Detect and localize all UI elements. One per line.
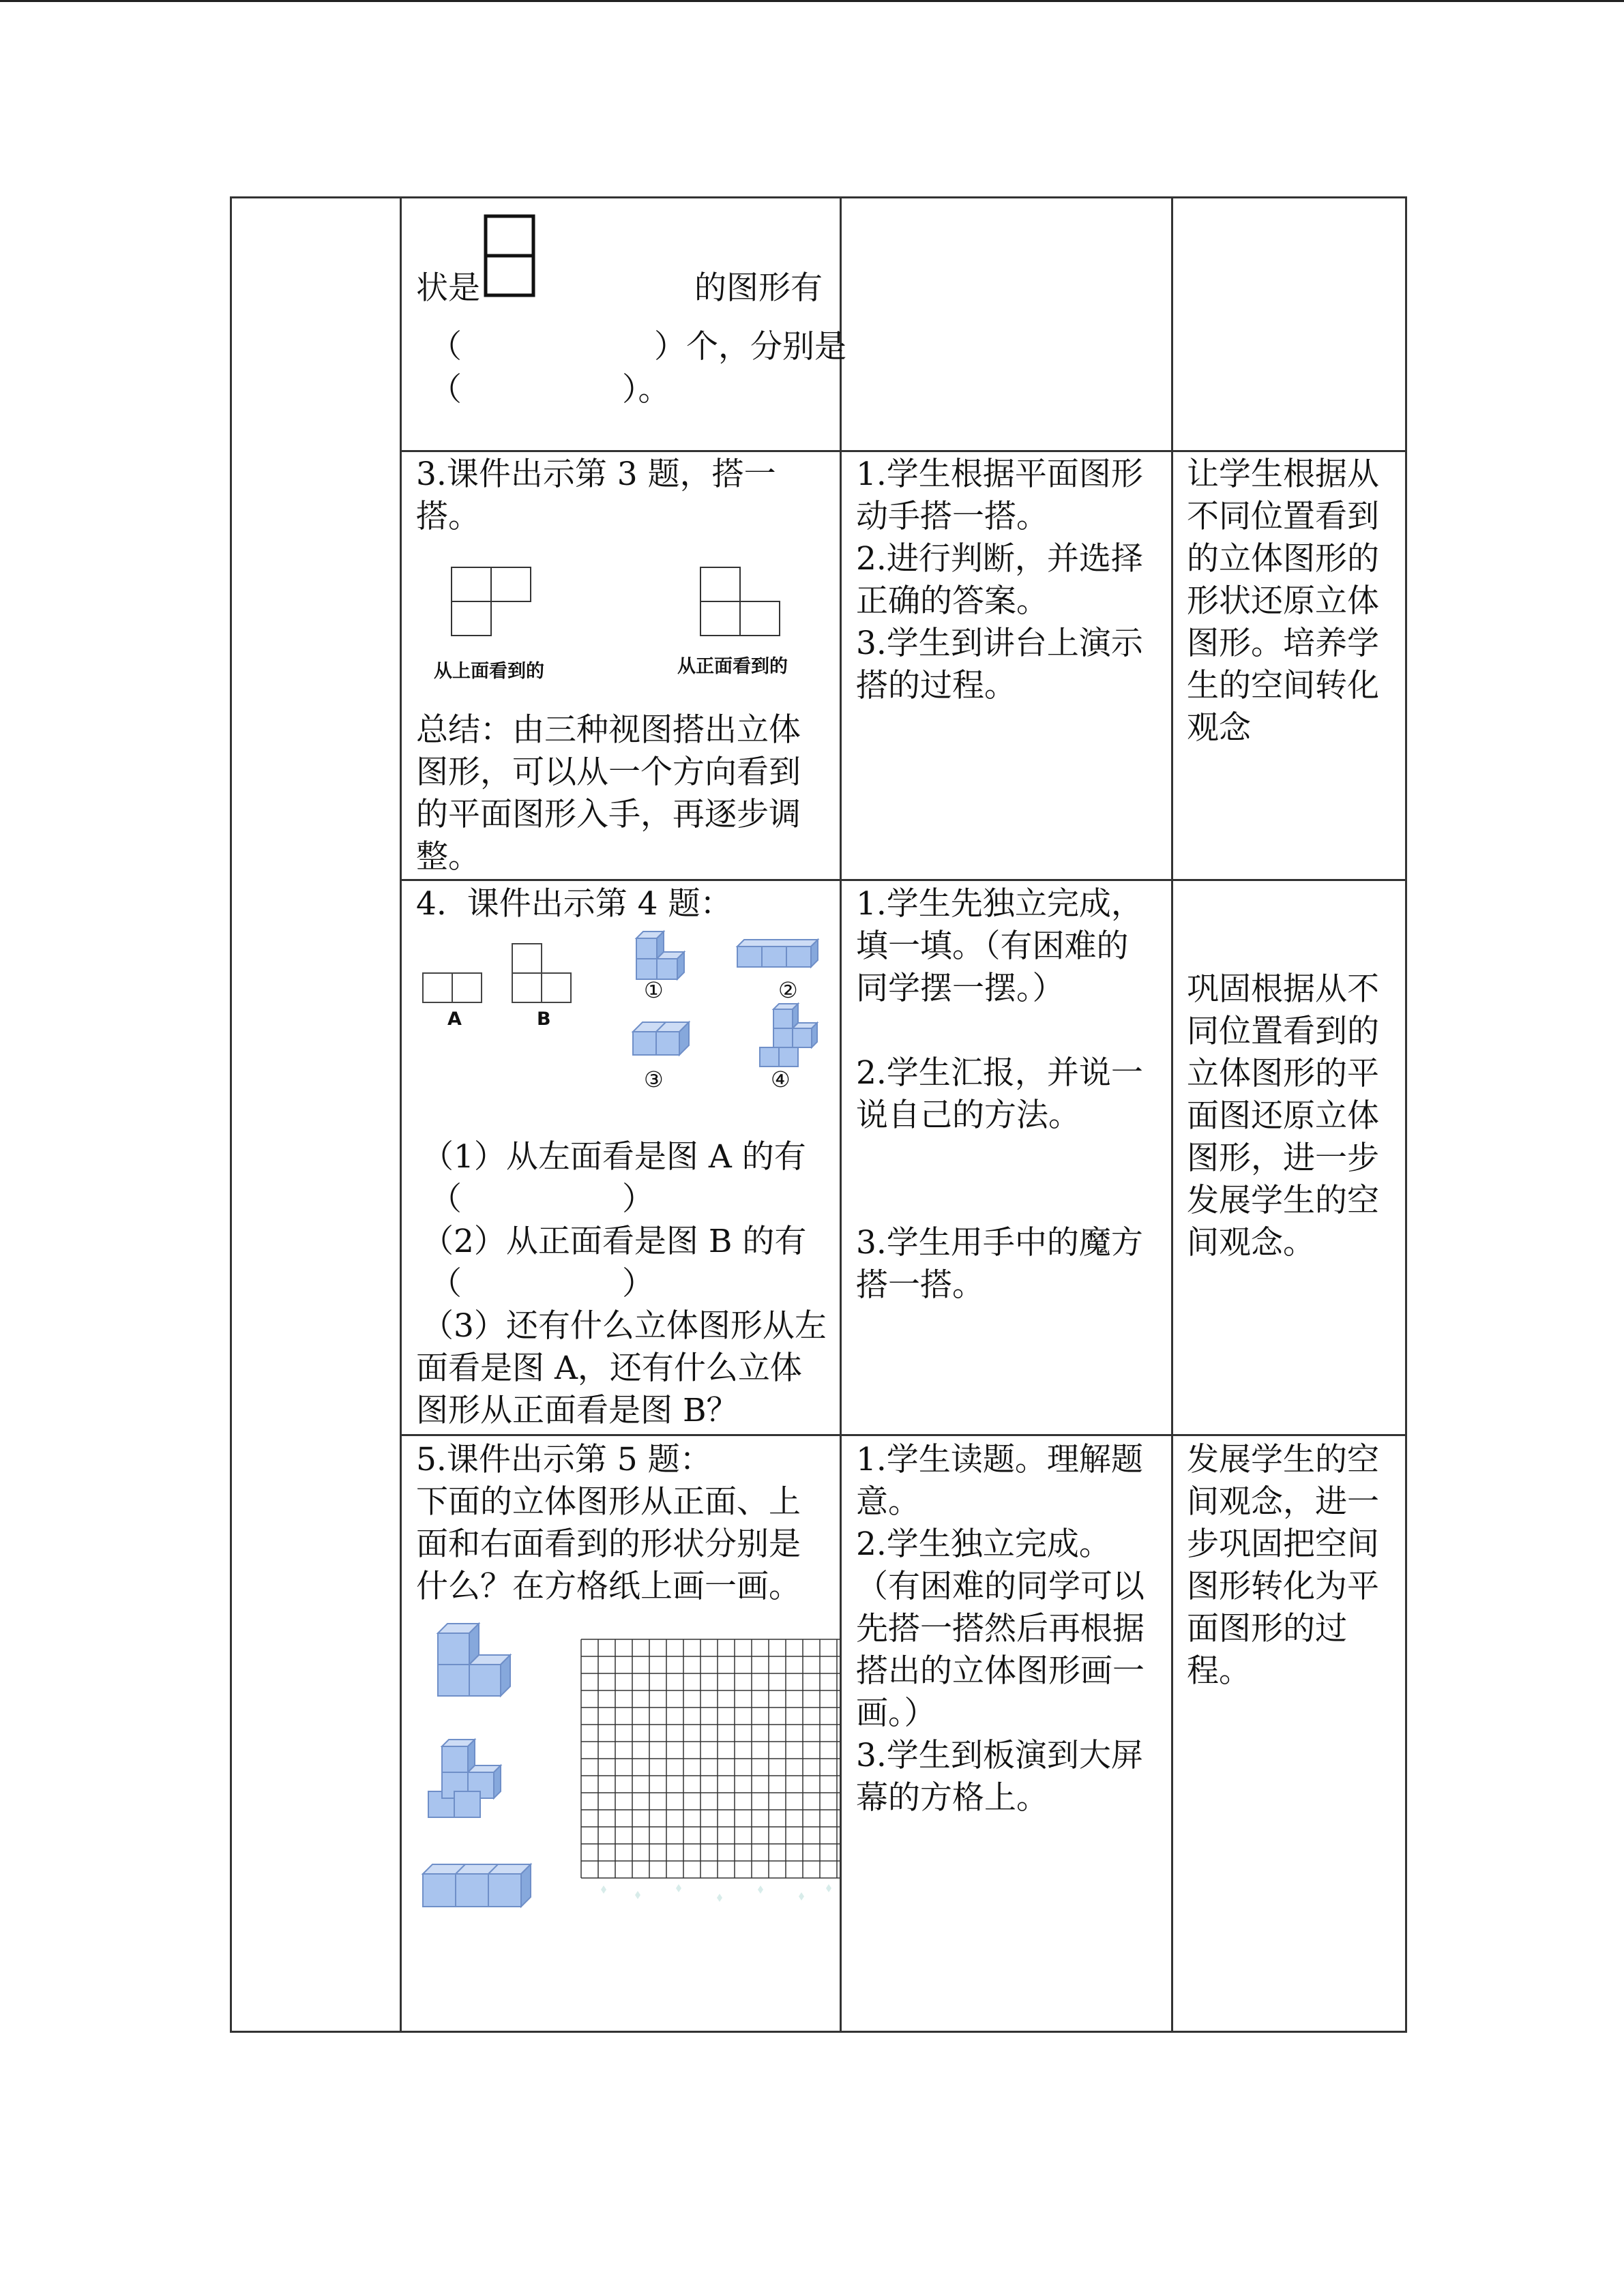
cube-figure-3 — [628, 1011, 709, 1066]
row4-title-line-4: 什么？在方格纸上画一画。 — [416, 1568, 801, 1605]
row4-cube-figure-2 — [424, 1735, 520, 1831]
row2-intent-line-1: 让学生根据从 — [1187, 456, 1379, 493]
row1-line2: （ ）个，分别是 — [430, 328, 846, 366]
row-divider-3 — [401, 1434, 1407, 1436]
row-divider-2 — [401, 879, 1407, 881]
cube-figure-4-number: ④ — [771, 1067, 791, 1092]
row2-title-line-1: 3.课件出示第 3 题，搭一 — [416, 456, 776, 493]
square-grid-paper — [580, 1639, 843, 1908]
figure-b-label: B — [537, 1009, 551, 1030]
row2-intent-line-5: 图形。培养学 — [1187, 625, 1379, 662]
row4-intent-line-1: 发展学生的空 — [1187, 1441, 1379, 1478]
row2-intent-line-4: 形状还原立体 — [1187, 582, 1379, 620]
figure-b — [511, 942, 574, 1007]
row2-intent-line-7: 观念 — [1187, 709, 1251, 747]
row4-intent-line-5: 面图形的过 — [1187, 1610, 1347, 1648]
row3-question-3-line-1: （3）还有什么立体图形从左 — [422, 1307, 827, 1345]
table-bottom-border — [230, 2031, 1407, 2033]
table-top-border — [230, 196, 1407, 198]
row3-intent-line-4: 面图还原立体 — [1187, 1097, 1379, 1135]
figure-a — [422, 972, 484, 1006]
row2-summary-line-3: 的平面图形入手，再逐步调 — [416, 796, 801, 833]
col-line-3 — [1171, 196, 1173, 2033]
row1-line3: （ ）。 — [430, 371, 670, 408]
row3-intent-line-6: 发展学生的空 — [1187, 1182, 1379, 1219]
row4-student-line-3: 2.学生独立完成。 — [856, 1525, 1111, 1563]
row4-title-line-2: 下面的立体图形从正面、上 — [416, 1483, 801, 1521]
row2-student-line-5: 3.学生到讲台上演示 — [856, 625, 1143, 662]
row2-intent-line-3: 的立体图形的 — [1187, 540, 1379, 578]
cube-figure-1 — [631, 927, 706, 996]
row4-student-line-8: 3.学生到板演到大屏 — [856, 1737, 1143, 1774]
row1-line1-suffix: 的图形有 — [694, 269, 823, 307]
page-top-border — [0, 0, 1624, 2]
row4-student-line-9: 幕的方格上。 — [856, 1779, 1048, 1817]
front-view-figure — [699, 566, 788, 641]
row1-line1-prefix: 状是 — [416, 269, 480, 307]
row4-intent-line-6: 程。 — [1187, 1652, 1251, 1690]
cube-figure-3-number: ③ — [644, 1067, 664, 1092]
row4-title-line-3: 面和右面看到的形状分别是 — [416, 1525, 801, 1563]
row2-intent-line-2: 不同位置看到 — [1187, 498, 1379, 535]
row3-intent-line-3: 立体图形的平 — [1187, 1055, 1379, 1092]
row2-summary-line-4: 整。 — [416, 838, 480, 876]
row2-summary-line-1: 总结：由三种视图搭出立体 — [416, 711, 801, 749]
row3-student-2-line-2: 说自己的方法。 — [856, 1097, 1080, 1134]
row2-student-line-1: 1.学生根据平面图形 — [856, 456, 1143, 493]
top-view-figure — [450, 566, 539, 641]
row4-student-line-6: 搭出的立体图形画一 — [856, 1652, 1145, 1690]
row4-cube-figure-1 — [434, 1620, 536, 1715]
row4-intent-line-2: 间观念，进一 — [1187, 1483, 1379, 1521]
top-view-label: 从上面看到的 — [434, 661, 544, 682]
row2-intent-line-6: 生的空间转化 — [1187, 667, 1379, 704]
row3-title: 4. 课件出示第 4 题： — [416, 885, 733, 923]
figure-a-label: A — [447, 1009, 462, 1030]
row3-question-2: （2）从正面看是图 B 的有 — [422, 1223, 807, 1260]
row4-student-line-1: 1.学生读题。理解题 — [856, 1441, 1143, 1478]
col-line-1 — [400, 196, 402, 2033]
row2-summary-line-2: 图形，可以从一个方向看到 — [416, 754, 801, 791]
row3-intent-line-2: 同位置看到的 — [1187, 1013, 1379, 1050]
row3-question-1: （1）从左面看是图 A 的有 — [422, 1138, 806, 1176]
row3-student-1-line-2: 填一填。（有困难的 — [856, 927, 1129, 965]
cube-figure-4 — [756, 1002, 831, 1077]
cube-figure-2 — [732, 936, 834, 976]
col-line-4 — [1405, 196, 1407, 2033]
row3-intent-line-7: 间观念。 — [1187, 1224, 1315, 1262]
row4-intent-line-4: 图形转化为平 — [1187, 1568, 1379, 1605]
row4-student-line-2: 意。 — [856, 1483, 920, 1521]
cube-figure-2-number: ② — [778, 977, 798, 1003]
row4-title-line-1: 5.课件出示第 5 题： — [416, 1441, 712, 1478]
row3-student-2-line-1: 2.学生汇报，并说一 — [856, 1054, 1143, 1092]
front-view-label: 从正面看到的 — [677, 656, 788, 677]
row2-title-line-2: 搭。 — [416, 498, 480, 535]
row3-question-3-line-2: 面看是图 A，还有什么立体 — [416, 1350, 802, 1387]
row2-student-line-4: 正确的答案。 — [856, 582, 1048, 620]
row3-question-1-blank: （ ） — [430, 1180, 654, 1218]
row4-student-line-5: 先搭一搭然后再根据 — [856, 1610, 1145, 1648]
row3-question-2-blank: （ ） — [430, 1265, 654, 1302]
cube-figure-1-number: ① — [644, 977, 664, 1003]
row4-intent-line-3: 步巩固把空间 — [1187, 1525, 1379, 1563]
row2-student-line-3: 2.进行判断，并选择 — [856, 540, 1143, 578]
row4-student-line-4: （有困难的同学可以 — [856, 1568, 1145, 1605]
row3-intent-line-1: 巩固根据从不 — [1187, 970, 1379, 1008]
row3-student-3-line-1: 3.学生用手中的魔方 — [856, 1224, 1143, 1262]
row2-student-line-2: 动手搭一搭。 — [856, 498, 1048, 535]
row-divider-1 — [401, 450, 1407, 452]
row3-question-3-line-3: 图形从正面看是图 B？ — [416, 1392, 739, 1429]
col-line-0 — [230, 196, 232, 2033]
stacked-two-squares-icon — [483, 213, 537, 302]
row3-intent-line-5: 图形，进一步 — [1187, 1139, 1379, 1177]
row2-student-line-6: 搭的过程。 — [856, 667, 1016, 704]
row4-cube-figure-3 — [417, 1855, 554, 1923]
row3-student-1-line-3: 同学摆一摆。） — [856, 970, 1065, 1007]
row3-student-3-line-2: 搭一搭。 — [856, 1266, 984, 1304]
row4-student-line-7: 画。） — [856, 1695, 936, 1732]
row3-student-1-line-1: 1.学生先独立完成， — [856, 885, 1143, 923]
